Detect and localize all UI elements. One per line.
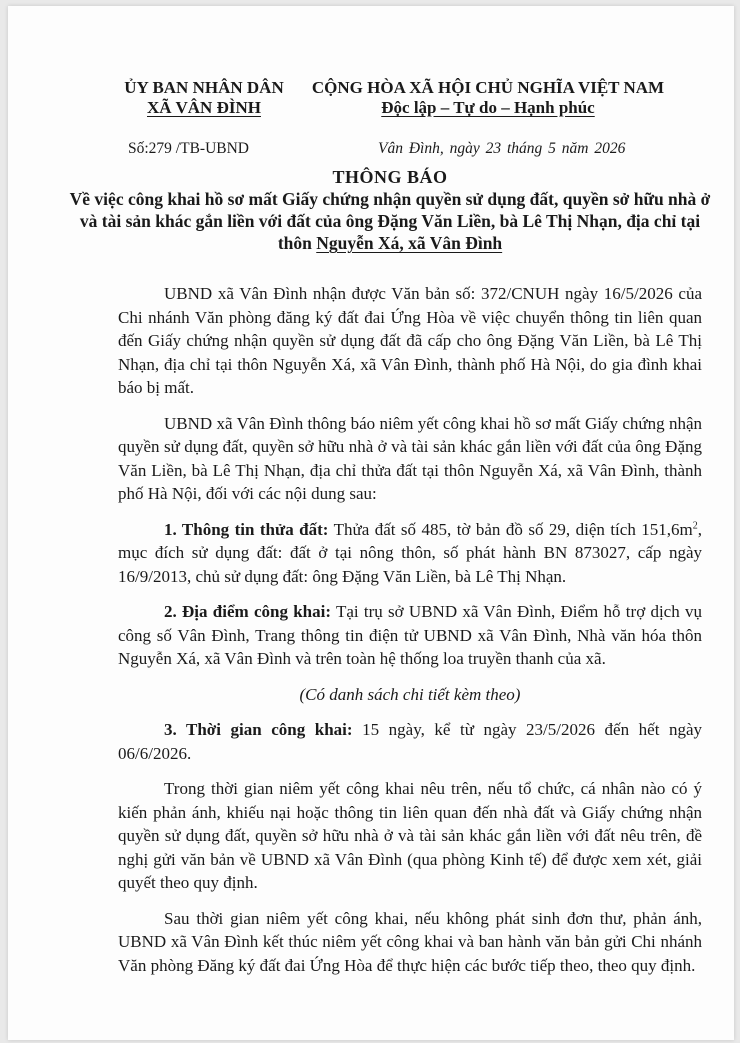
item-1-label: 1. Thông tin thửa đất: — [164, 519, 329, 539]
item-2-text: Tại trụ sở UBND xã Vân Đình, Điểm hỗ trợ dịch vụ công số Vân Đình, Trang thông tin điện tử UBND xã Vân Đình, Nhà văn hóa thôn Nguyễn Xá, xã Vân Đình và trên toàn hệ thống loa truyền thanh của xã. — [118, 602, 702, 668]
item-1-superscript: 2 — [692, 519, 698, 531]
country-name: CỘNG HÒA XÃ HỘI CHỦ NGHĨA VIỆT NAM — [311, 78, 665, 97]
item-2-label: 2. Địa điểm công khai: — [164, 602, 332, 621]
document-body — [118, 282, 702, 989]
paragraph-4: Sau thời gian niêm yết công khai, nếu không phát sinh đơn thư, phản ánh, UBND xã Vân Đình kết thúc niêm yết công khai và ban hành văn bản gửi Chi nhánh Văn phòng Đăng ký đất đai Ứng Hòa để thực hiện các bước tiếp theo, theo quy định. — [118, 908, 702, 975]
agency-line-2: XÃ VÂN ĐÌNH — [147, 98, 261, 117]
paragraph-3: Trong thời gian niêm yết công khai nêu trên, nếu tổ chức, cá nhân nào có ý kiến phản ánh, khiếu nại hoặc thông tin liên quan đến nhà đất và Giấy chứng nhận quyền sử dụng đất, quyền sở hữu nhà ở và tài sản khác gắn liền với đất nêu trên, đề nghị gửi văn bản về UBND xã Vân Đình (qua phòng Kinh tế) để được xem xét, giải quyết theo quy định. — [118, 779, 702, 892]
paragraph-2: UBND xã Vân Đình thông báo niêm yết công khai hồ sơ mất Giấy chứng nhận quyền sử dụng đất, quyền sở hữu nhà ở và tài sản khác gắn liền với đất của ông Đặng Văn Liền, bà Lê Thị Nhạn, địa chỉ thửa đất tại thôn Nguyễn Xá, xã Vân Đình, thành phố Hà Nội, đối với các nội dung sau: — [118, 413, 702, 503]
subtitle-part-1: Về việc công khai hồ sơ mất Giấy chứng nhận quyền sử dụng đất, quyền sở hữu nhà ở và tài sản khác gắn liền với đất của ông Đặng Văn Liền, bà Lê Thị Nhạn, địa chỉ tại thôn — [69, 189, 711, 253]
item-1 — [118, 518, 702, 589]
motto: Độc lập – Tự do – Hạnh phúc — [381, 98, 595, 117]
item-1-text-b: , mục đích sử dụng đất: đất ở tại nông thôn, số phát hành BN 873027, cấp ngày 16/9/2013, chủ sử dụng đất: ông Đặng Văn Liền, bà Lê Thị Nhạn. — [118, 519, 703, 586]
agency-line-1: ỦY BAN NHÂN DÂN — [124, 78, 284, 97]
subtitle-part-2: Nguyễn Xá, xã Vân Đình — [316, 233, 503, 253]
document-number: Số:279 /TB-UBND — [128, 140, 249, 157]
document-page — [8, 6, 734, 1040]
title-subtitle — [68, 188, 712, 254]
item-1-text-a: Thửa đất số 485, tờ bản đồ số 29, diện tích 151,6m — [328, 519, 693, 539]
document-date: Vân Đình, ngày 23 tháng 5 năm 2026 — [378, 140, 626, 157]
title-main: THÔNG BÁO — [332, 167, 448, 187]
item-2 — [118, 600, 702, 671]
national-motto — [298, 78, 678, 118]
document-title — [68, 166, 712, 254]
paragraph-1: UBND xã Vân Đình nhận được Văn bản số: 372/CNUH ngày 16/5/2026 của Chi nhánh Văn phòng đăng ký đất đai Ứng Hòa về việc chuyển thông tin liên quan đến Giấy chứng nhận quyền sử dụng đất đã cấp cho ông Đặng Văn Liền, bà Lê Thị Nhạn, địa chỉ tại thôn Nguyễn Xá, xã Vân Đình, thành phố Hà Nội, do gia đình khai báo bị mất. — [118, 284, 702, 397]
issuing-agency — [104, 78, 304, 118]
item-3-label: 3. Thời gian công khai: — [164, 720, 353, 739]
item-3 — [118, 718, 702, 765]
attachment-note: (Có danh sách chi tiết kèm theo) — [299, 684, 521, 704]
item-3-text: 15 ngày, kể từ ngày 23/5/2026 đến hết ngày 06/6/2026. — [118, 720, 703, 763]
